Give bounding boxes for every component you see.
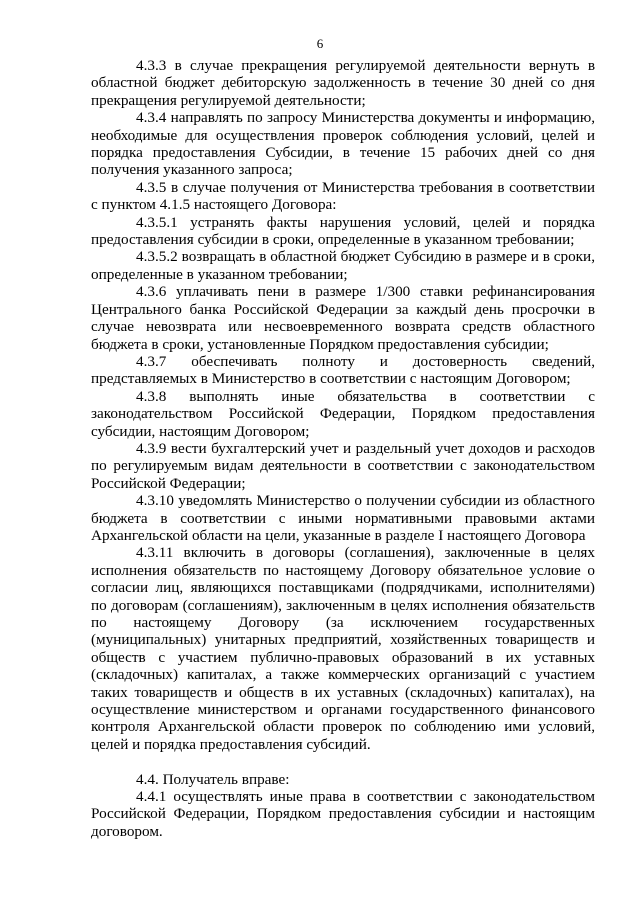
clause-4-3-6: 4.3.6 уплачивать пени в размере 1/300 ставки рефинансирования Центрального банка Российской Федерации за каждый день просрочки в случае невозврата или несвоевременного возврата средств областного бюджета в сроки, установленные Порядком предоставления субсидии; <box>91 283 595 353</box>
clause-4-4-1: 4.4.1 осуществлять иные права в соответствии с законодательством Российской Федерации, Порядком предоставления субсидии и настоящим договором. <box>91 788 595 840</box>
clause-4-3-4: 4.3.4 направлять по запросу Министерства документы и информацию, необходимые для осуществления проверок соблюдения условий, целей и порядка предоставления Субсидии, в течение 15 рабочих дней со дня получения указанного запроса; <box>91 109 595 179</box>
clause-4-3-7: 4.3.7 обеспечивать полноту и достоверность сведений, представляемых в Министерство в соответствии с настоящим Договором; <box>91 352 595 388</box>
page-number: 6 <box>316 36 324 51</box>
clause-4-3-5-1: 4.3.5.1 устранять факты нарушения условий, целей и порядка предоставления субсидии в сроки, определенные в указанном требовании; <box>91 213 595 249</box>
clause-4-3-11: 4.3.11 включить в договоры (соглашения), заключенные в целях исполнения обязательств по настоящему Договору обязательное условие о согласии лиц, являющихся поставщиками (подрядчиками, исполнителями) по договорам (соглашениям), заключенным в целях исполнения обязательств по настоящему Договору (за исключением государственных (муниципальных) унитарных предприятий, хозяйственных товариществ и обществ с участием публично-правовых образований в их уставных (складочных) капиталах, а также коммерческих организаций с участием таких товариществ и обществ в их уставных (складочных) капиталах), на осуществление министерством и органами государственного финансового контроля Архангельской области проверок по соблюдению ими условий, целей и порядка предоставления субсидий. <box>91 544 595 753</box>
document-body <box>91 57 595 840</box>
clause-4-3-5: 4.3.5 в случае получения от Министерства требования в соответствии с пунктом 4.1.5 настоящего Договора: <box>91 178 595 214</box>
clause-4-3-3: 4.3.3 в случае прекращения регулируемой деятельности вернуть в областной бюджет дебиторскую задолженность в течение 30 дней со дня прекращения регулируемой деятельности; <box>91 57 595 109</box>
section-4-4-heading: 4.4. Получатель вправе: <box>136 770 290 788</box>
clause-4-3-9: 4.3.9 вести бухгалтерский учет и раздельный учет доходов и расходов по регулируемым видам деятельности в соответствии с законодательством Российской Федерации; <box>91 439 595 492</box>
clause-4-3-10: 4.3.10 уведомлять Министерство о получении субсидии из областного бюджета в соответствии с иными нормативными правовыми актами Архангельской области на цели, указанные в разделе I настоящего Договора <box>91 492 595 544</box>
clause-4-3-8: 4.3.8 выполнять иные обязательства в соответствии с законодательством Российской Федерации, Порядком предоставления субсидии, настоящим Договором; <box>91 387 595 440</box>
clause-4-3-5-2: 4.3.5.2 возвращать в областной бюджет Субсидию в размере и в сроки, определенные в указанном требовании; <box>91 248 595 283</box>
